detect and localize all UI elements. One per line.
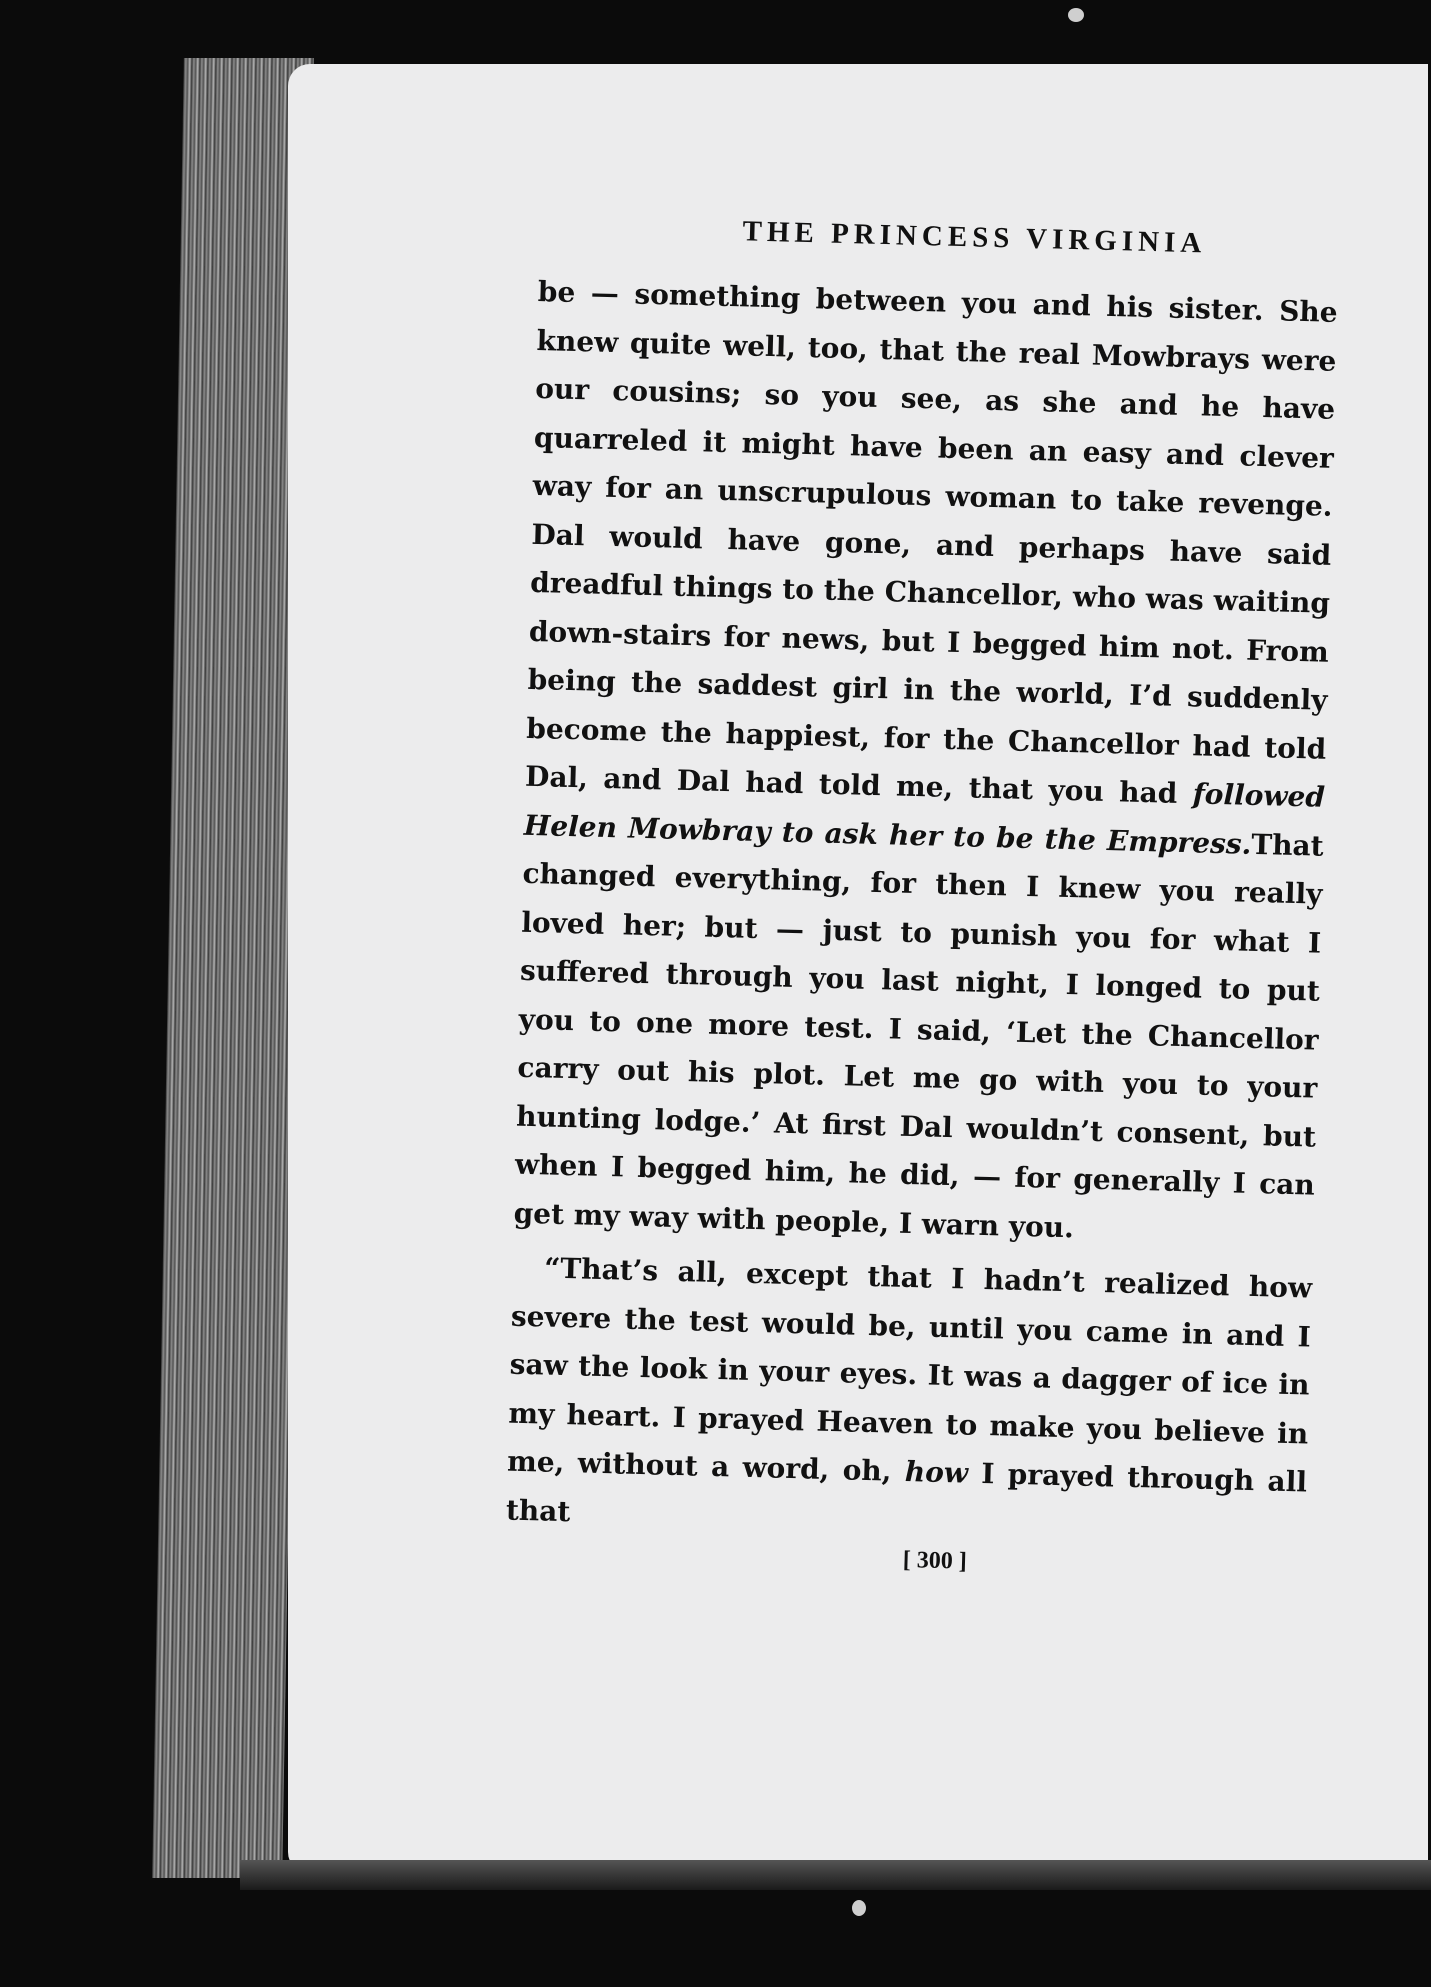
running-head: THE PRINCESS VIRGINIA [742,215,1207,260]
paragraph [513,268,1338,1259]
page-number: [ 300 ] [902,1546,968,1575]
page-bottom-shadow [240,1860,1431,1890]
paragraph [505,1244,1312,1556]
text-run: “That’s all, except that I hadn’t realized how severe the test would be, until you came in and I saw the look in your eyes. It was a dagger of ice in my heart. I prayed Heaven to make you believe in me, without a word, oh, [506,1251,1313,1488]
italic-run: followed Helen Mowbray to ask her to be the Empress. [523,777,1326,861]
scan-speck [1068,8,1084,22]
scan-speck [852,1900,866,1916]
text-run: That changed everything, for then I knew you really loved her; but — just to punish you for what I suffered through you last night, I longed to put you to one more test. I said, ‘Let the Chancellor carry out his plot. Let me go with you to your hunting lodge.’ At first Dal wouldn’t consent, but when I begged him, he did, — for generally I can get my way with people, I warn you. [513,827,1325,1244]
body-text [505,268,1338,1556]
italic-run: how [904,1454,969,1490]
text-run: I prayed through all that [505,1456,1308,1528]
text-block [505,210,1340,1584]
text-run: be — something between you and his sister. She knew quite well, too, that the real Mowbrays were our cousins; so you see, as she and he have quarreled it might have been an easy and clever way for an unscrupulous woman to take revenge. Dal would have gone, and perhaps have said dreadful things to the Chancellor, who was waiting down-stairs for news, but I begged him not. From being the saddest girl in the world, I’d suddenly become the happiest, for the Chancellor had told Dal, and Dal had told me, that you had [524,274,1339,811]
